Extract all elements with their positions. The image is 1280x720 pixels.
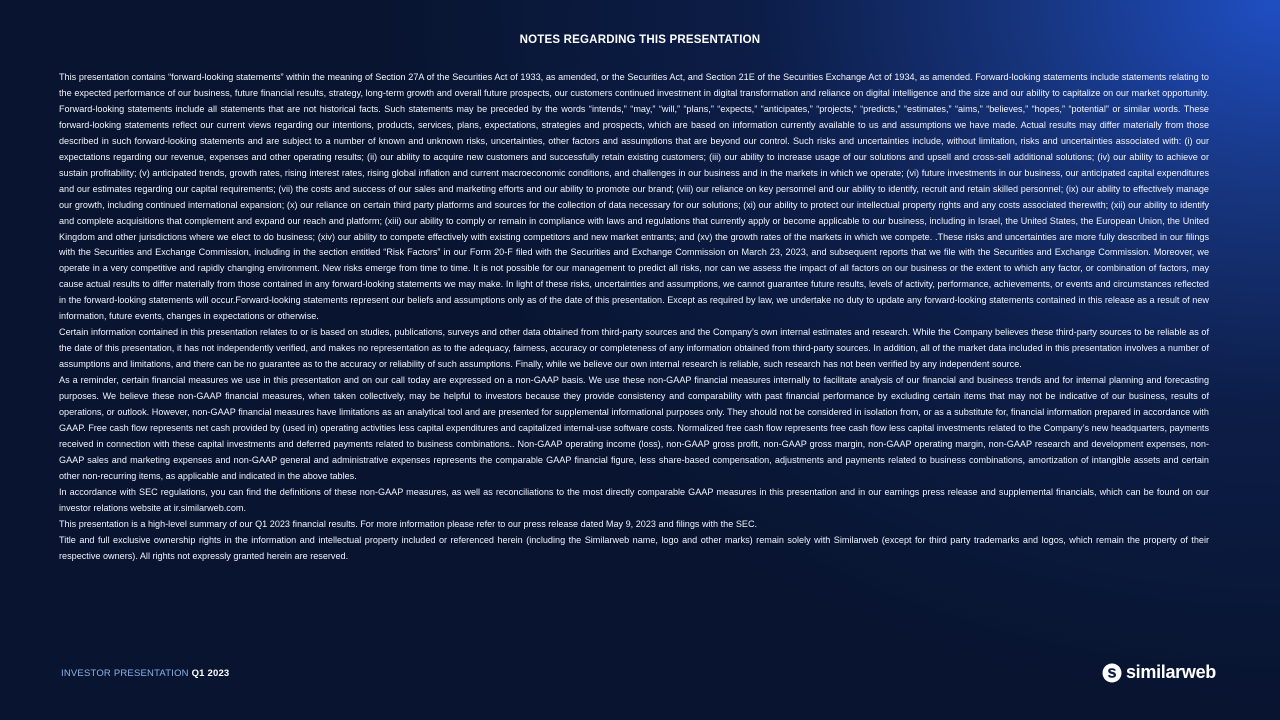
footer-presentation-label: INVESTOR PRESENTATION [61, 668, 189, 679]
similarweb-logo-text: similarweb [1125, 662, 1216, 682]
disclaimer-body [59, 70, 1209, 565]
summary-paragraph: This presentation is a high-level summary of our Q1 2023 financial results. For more information please refer to our press release dated May 9, 2023 and filings with the SEC. [59, 518, 758, 529]
similarweb-logo-icon [1102, 663, 1122, 683]
footer-period: Q1 2023 [191, 668, 230, 679]
sec-regulations-paragraph: In accordance with SEC regulations, you can find the definitions of these non-GAAP measures, as well as reconciliations to the most directly comparable GAAP measures in this presentation and in our earnings press release and supplemental financials, which can be found on our investor relations website at ir.similarweb.com. [59, 486, 1209, 513]
third-party-data-paragraph: Certain information contained in this presentation relates to or is based on studies, publications, surveys and other data obtained from third-party sources and the Company’s own internal estimates and research. While the Company believes these third-party sources to be reliable as of the date of this presentation, it has not independently verified, and makes no representation as to the adequacy, fairness, accuracy or completeness of any information obtained from third-party sources. In addition, all of the market data included in this presentation involves a number of assumptions and limitations, and there can be no guarantee as to the accuracy or reliability of such assumptions. Finally, while we believe our own internal research is reliable, such research has not been verified by any independent source. [59, 327, 1209, 370]
ownership-paragraph: Title and full exclusive ownership rights in the information and intellectual property included or referenced herein (including the Similarweb name, logo and other marks) remain solely with Similarweb (except for third party trademarks and logos, which remain the property of their respective owners). All rights not expressly granted herein are reserved. [59, 534, 1209, 561]
forward-looking-paragraph: This presentation contains “forward-looking statements” within the meaning of Section 27A of the Securities Act of 1933, as amended, or the Securities Act, and Section 21E of the Securities Exchange Act of 1934, as amended. Forward-looking statements include statements relating to the expected performance of our business, future financial results, strategy, long-term growth and overall future prospects, our customers continued investment in digital transformation and reliance on digital intelligence and the size and our ability to capitalize on our market opportunity. Forward-looking statements include all statements that are not historical facts. Such statements may be preceded by the words “intends,” “may,” “will,” “plans,” “expects,” “anticipates,” “projects,” “predicts,” “estimates,” “aims,” “believes,” “hopes,” “potential” or similar words. These forward-looking statements reflect our current views regarding our intentions, products, services, plans, expectations, strategies and prospects, which are based on information currently available to us and assumptions we have made. Actual results may differ materially from those described in such forward-looking statements and are subject to a number of known and unknown risks, uncertainties, other factors and assumptions that are beyond our control. Such risks and uncertainties include, without limitation, risks and uncertainties associated with: (i) our expectations regarding our revenue, expenses and other operating results; (ii) our ability to acquire new customers and successfully retain existing customers; (iii) our ability to increase usage of our solutions and upsell and cross-sell additional solutions; (iv) our ability to achieve or sustain profitability; (v) anticipated trends, growth rates, rising interest rates, rising global inflation and current macroeconomic conditions, and challenges in our business and in the markets in which we operate; (vi) future investments in our business, our anticipated capital expenditures and our estimates regarding our capital requirements; (vii) the costs and success of our sales and marketing efforts and our ability to promote our brand; (viii) our reliance on key personnel and our ability to identify, recruit and retain skilled personnel; (ix) our ability to effectively manage our growth, including continued international expansion; (x) our reliance on certain third party platforms and sources for the collection of data necessary for our solutions; (xi) our ability to protect our intellectual property rights and any costs associated therewith; (xii) our ability to identify and complete acquisitions that complement and expand our reach and platform; (xiii) our ability to comply or remain in compliance with laws and regulations that currently apply or become applicable to our business, including in Israel, the United States, the European Union, the United Kingdom and other jurisdictions where we elect to do business; (xiv) our ability to compete effectively with existing competitors and new market entrants; and (xv) the growth rates of the markets in which we compete. .These risks and uncertainties are more fully described in our filings with the Securities and Exchange Commission, including in the section entitled “Risk Factors” in our Form 20-F filed with the Securities and Exchange Commission on March 23, 2023, and subsequent reports that we file with the Securities and Exchange Commission. Moreover, we operate in a very competitive and rapidly changing environment. New risks emerge from time to time. It is not possible for our management to predict all risks, nor can we assess the impact of all factors on our business or the extent to which any factor, or combination of factors, may cause actual results to differ materially from those contained in any forward-looking statements we may make. In light of these risks, uncertainties and assumptions, we cannot guarantee future results, levels of activity, performance, achievements, or events and circumstances reflected in the forward-looking statements will occur.Forward-looking statements represent our beliefs and assumptions only as of the date of this presentation. Except as required by law, we undertake no duty to update any forward-looking statements contained in this release as a result of new information, future events, changes in expectations or otherwise. [59, 72, 1209, 322]
footer-label [61, 668, 229, 679]
similarweb-logo [1102, 662, 1216, 683]
non-gaap-paragraph: As a reminder, certain financial measures we use in this presentation and on our call today are expressed on a non-GAAP basis. We use these non-GAAP financial measures internally to facilitate analysis of our financial and business trends and for internal planning and forecasting purposes. We believe these non-GAAP financial measures, when taken collectively, may be helpful to investors because they provide consistency and comparability with past financial performance by excluding certain items that may not be indicative of our business, results of operations, or outlook. However, non-GAAP financial measures have limitations as an analytical tool and are presented for supplemental informational purposes only. They should not be considered in isolation from, or as a substitute for, financial information prepared in accordance with GAAP. Free cash flow represents net cash provided by (used in) operating activities less capital expenditures and capitalized internal-use software costs. Normalized free cash flow represents free cash flow less capital investments related to the Company’s new headquarters, payments received in connection with these capital investments and deferred payments related to business combinations.. Non-GAAP operating income (loss), non-GAAP gross profit, non-GAAP gross margin, non-GAAP operating margin, non-GAAP research and development expenses, non-GAAP sales and marketing expenses and non-GAAP general and administrative expenses represents the comparable GAAP financial figure, less share-based compensation, adjustments and payments related to business combinations, amortization of intangible assets and certain other non-recurring items, as applicable and indicated in the above tables. [59, 375, 1209, 481]
page-title: NOTES REGARDING THIS PRESENTATION [519, 34, 761, 46]
